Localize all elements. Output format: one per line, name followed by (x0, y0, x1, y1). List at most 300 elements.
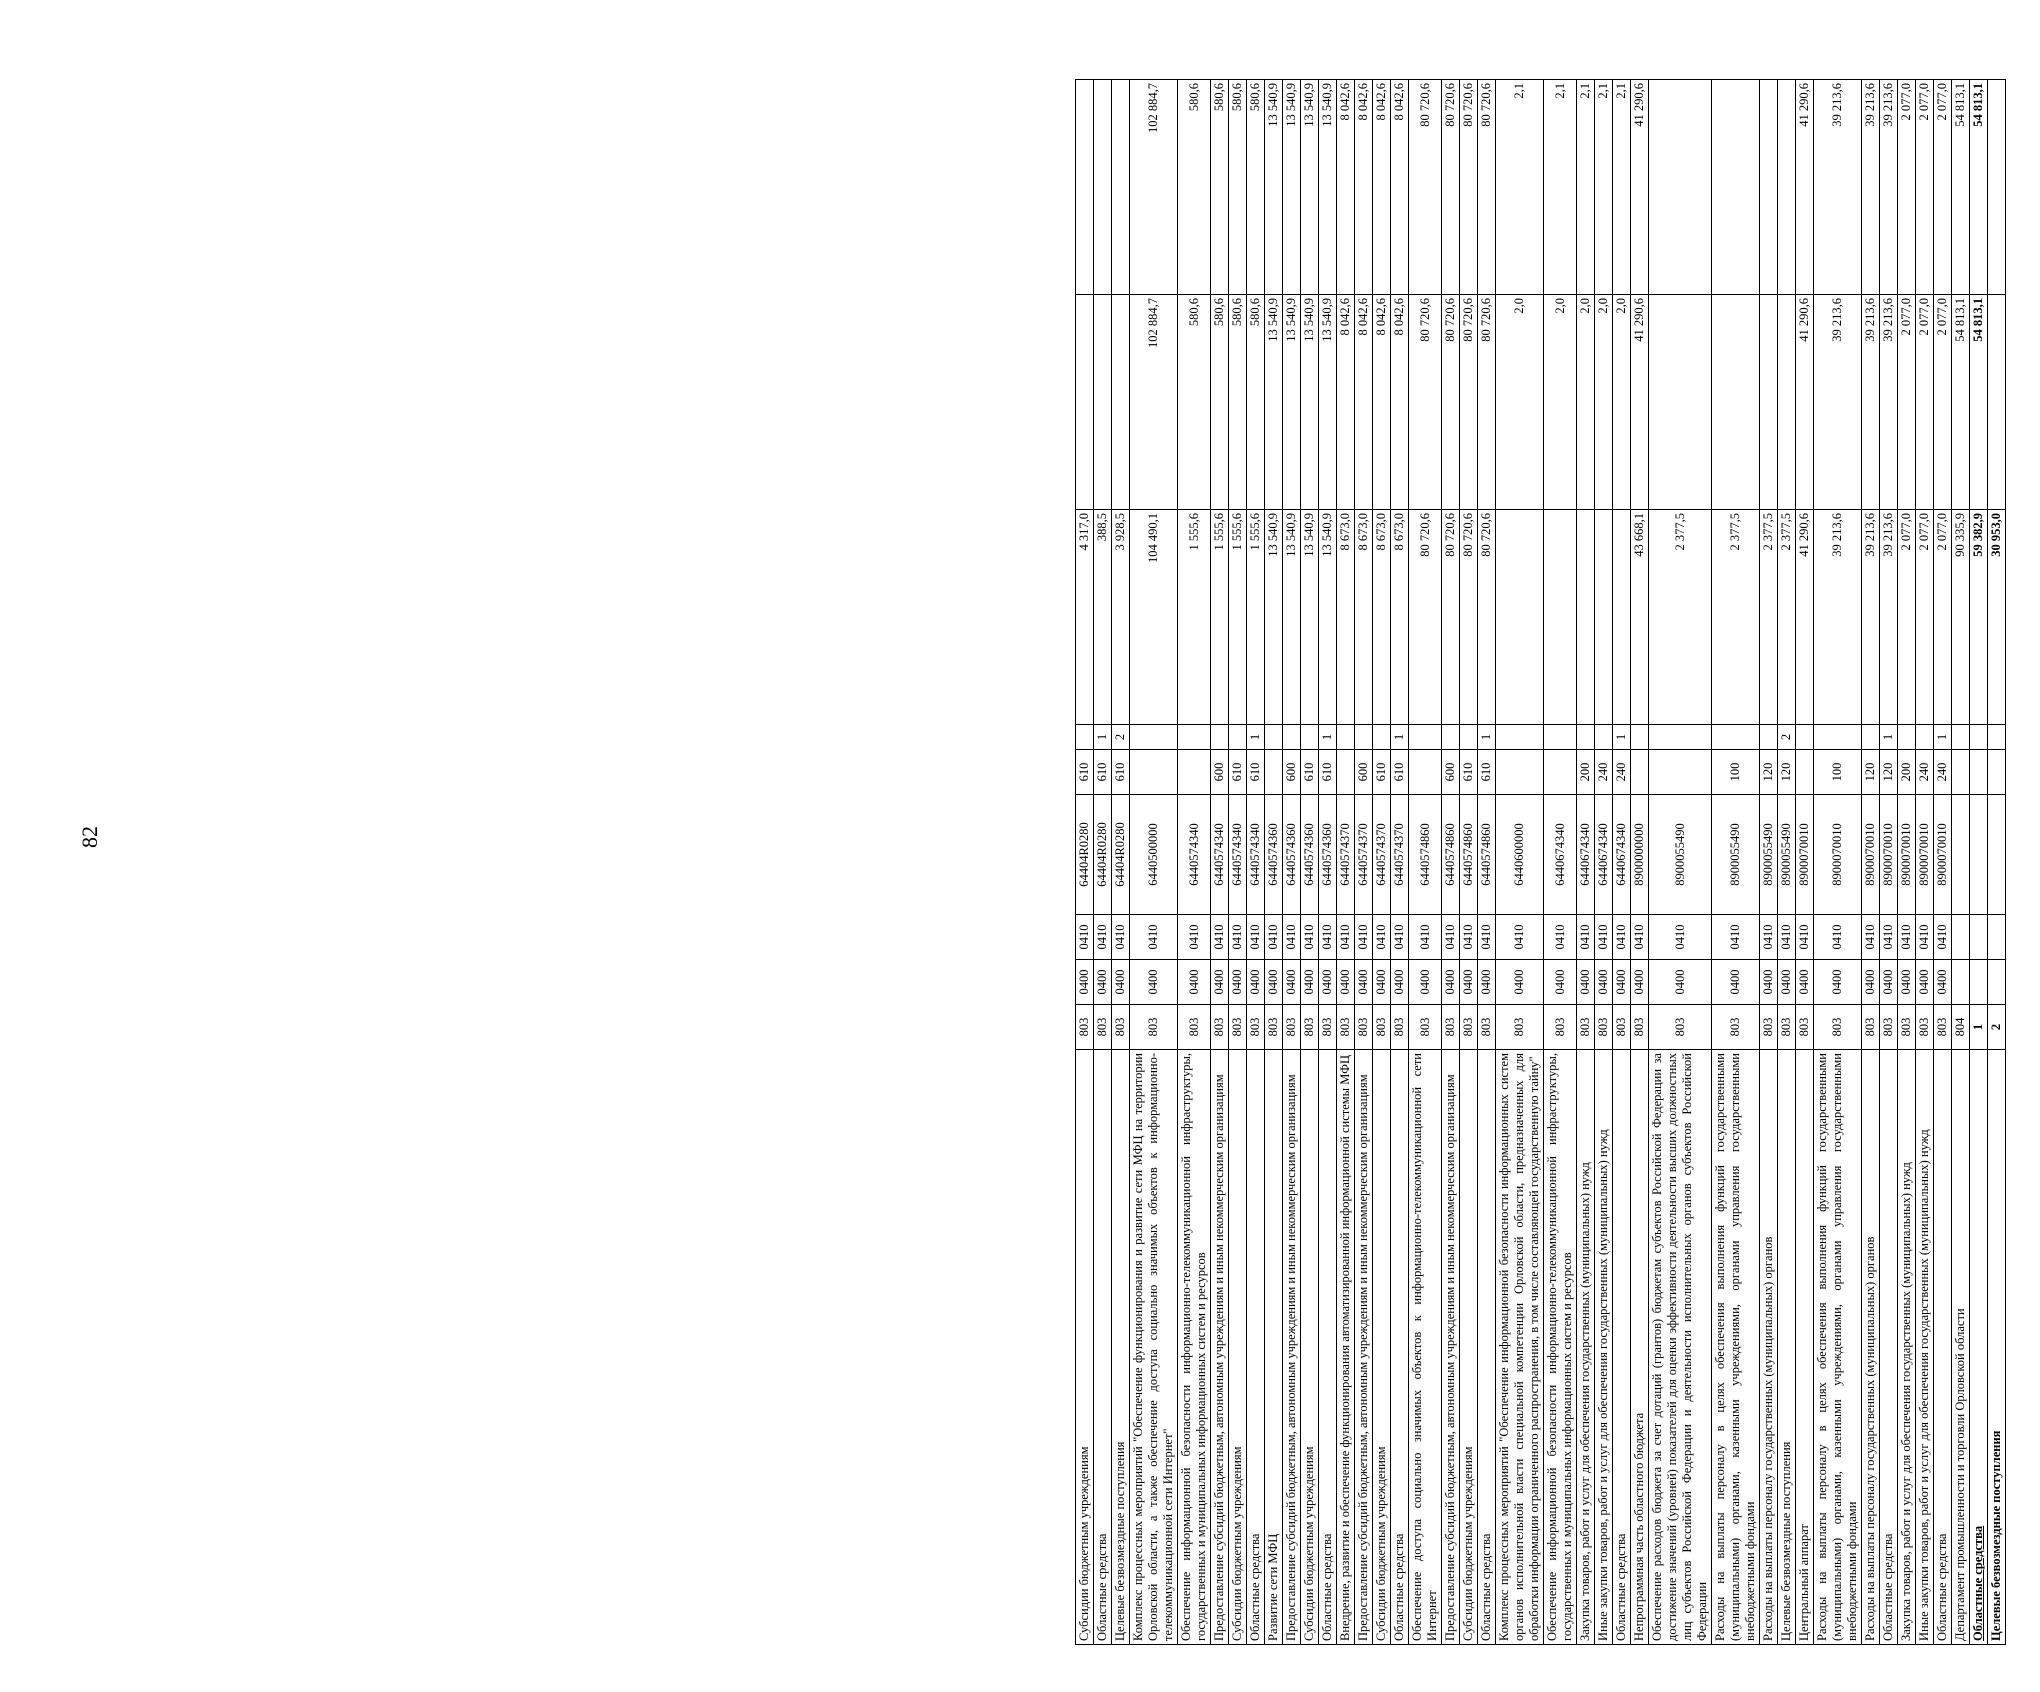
cell-value-1: 13 540,9 (1301, 510, 1319, 725)
table-row (1373, 80, 1391, 1645)
table-row (1814, 80, 1862, 1645)
cell-subsection: 0410 (1355, 915, 1373, 960)
cell-subsection: 0410 (1862, 915, 1880, 960)
cell-subsection: 0410 (1496, 915, 1544, 960)
cell-name: Субсидии бюджетным учреждениям (1373, 1050, 1391, 1645)
table-row (1478, 80, 1496, 1645)
cell-section: 0400 (1934, 960, 1952, 1005)
cell-name: Закупка товаров, работ и услуг для обеспечения государственных (муниципальных) нужд (1898, 1050, 1916, 1645)
cell-value-2: 580,6 (1229, 295, 1247, 510)
cell-value-1: 2 077,0 (1934, 510, 1952, 725)
cell-expense-type: 610 (1460, 750, 1478, 795)
cell-name: Развитие сети МФЦ (1265, 1050, 1283, 1645)
table-row (1460, 80, 1478, 1645)
cell-name: Предоставление субсидий бюджетным, автономным учреждениям и иным некоммерческим организациям (1442, 1050, 1460, 1645)
cell-value-2: 39 213,6 (1814, 295, 1862, 510)
cell-subsection (1970, 915, 1988, 960)
cell-subsection: 0410 (1649, 915, 1712, 960)
cell-ministry: 2 (1988, 1005, 2006, 1050)
table-row (1301, 80, 1319, 1645)
cell-target: 8900070010 (1796, 795, 1814, 915)
cell-name: Областные средства (1880, 1050, 1898, 1645)
cell-source (1337, 725, 1355, 750)
cell-section: 0400 (1478, 960, 1496, 1005)
cell-section: 0400 (1229, 960, 1247, 1005)
cell-source (1544, 725, 1577, 750)
cell-target: 6440574360 (1265, 795, 1283, 915)
table-row (1778, 80, 1796, 1645)
cell-source: 1 (1478, 725, 1496, 750)
cell-value-2: 54 813,1 (1970, 295, 1988, 510)
cell-target: 8900055490 (1778, 795, 1796, 915)
cell-value-2 (1712, 295, 1760, 510)
cell-value-1: 59 382,9 (1970, 510, 1988, 725)
cell-section: 0400 (1595, 960, 1613, 1005)
table-row (1544, 80, 1577, 1645)
cell-ministry: 803 (1544, 1005, 1577, 1050)
cell-expense-type: 600 (1211, 750, 1229, 795)
cell-subsection: 0410 (1478, 915, 1496, 960)
cell-section (1952, 960, 1970, 1005)
cell-expense-type: 610 (1247, 750, 1265, 795)
table-row (1613, 80, 1631, 1645)
cell-value-2: 580,6 (1247, 295, 1265, 510)
table-row (1337, 80, 1355, 1645)
cell-expense-type: 610 (1373, 750, 1391, 795)
cell-expense-type: 600 (1283, 750, 1301, 795)
cell-target: 6440574370 (1391, 795, 1409, 915)
cell-name: Субсидии бюджетным учреждениям (1301, 1050, 1319, 1645)
cell-ministry: 1 (1970, 1005, 1988, 1050)
table-row (1076, 80, 1094, 1645)
cell-subsection: 0410 (1112, 915, 1130, 960)
cell-subsection: 0410 (1178, 915, 1211, 960)
cell-value-2: 13 540,9 (1301, 295, 1319, 510)
cell-target: 6440674340 (1577, 795, 1595, 915)
cell-expense-type: 610 (1319, 750, 1337, 795)
cell-target: 8900055490 (1712, 795, 1760, 915)
cell-value-3: 102 884,7 (1130, 80, 1178, 295)
cell-target: 8900070010 (1916, 795, 1934, 915)
cell-ministry: 803 (1391, 1005, 1409, 1050)
cell-ministry: 803 (1130, 1005, 1178, 1050)
cell-section: 0400 (1319, 960, 1337, 1005)
cell-expense-type (1970, 750, 1988, 795)
cell-name: Предоставление субсидий бюджетным, автономным учреждениям и иным некоммерческим организациям (1283, 1050, 1301, 1645)
cell-value-1: 80 720,6 (1460, 510, 1478, 725)
cell-name: Обеспечение доступа социально значимых объектов к информационно-телекоммуникационной сети Интернет (1409, 1050, 1442, 1645)
cell-value-3: 2,1 (1613, 80, 1631, 295)
cell-target: 6440674340 (1595, 795, 1613, 915)
cell-expense-type (1496, 750, 1544, 795)
cell-value-2: 8 042,6 (1373, 295, 1391, 510)
cell-name: Областные средства (1247, 1050, 1265, 1645)
cell-name: Целевые безвозмездные поступления (1988, 1050, 2006, 1645)
cell-source (1460, 725, 1478, 750)
cell-section: 0400 (1544, 960, 1577, 1005)
cell-subsection: 0410 (1301, 915, 1319, 960)
table-row (1112, 80, 1130, 1645)
cell-value-3: 80 720,6 (1409, 80, 1442, 295)
cell-value-2 (1988, 295, 2006, 510)
table-row (1712, 80, 1760, 1645)
table-row (1355, 80, 1373, 1645)
table-row (1631, 80, 1649, 1645)
cell-value-2: 13 540,9 (1319, 295, 1337, 510)
cell-name: Областные средства (1094, 1050, 1112, 1645)
cell-source (1988, 725, 2006, 750)
table-row (1247, 80, 1265, 1645)
table-row (1094, 80, 1112, 1645)
cell-ministry: 803 (1796, 1005, 1814, 1050)
cell-expense-type: 120 (1760, 750, 1778, 795)
cell-value-1: 388,5 (1094, 510, 1112, 725)
table-row (1862, 80, 1880, 1645)
cell-target: 6440674340 (1613, 795, 1631, 915)
cell-name: Комплекс процессных мероприятий "Обеспечение функционирования и развитие сети МФЦ на территории Орловской области, а также обеспечение доступа социально значимых объектов к информационно-телекоммуникационной сети Интернет" (1130, 1050, 1178, 1645)
cell-section: 0400 (1631, 960, 1649, 1005)
cell-ministry: 803 (1880, 1005, 1898, 1050)
cell-subsection: 0410 (1613, 915, 1631, 960)
cell-name: Областные средства (1319, 1050, 1337, 1645)
cell-source: 1 (1319, 725, 1337, 750)
cell-value-2 (1094, 295, 1112, 510)
table-row (1916, 80, 1934, 1645)
cell-target: 64404R0280 (1112, 795, 1130, 915)
cell-value-2: 2,0 (1577, 295, 1595, 510)
cell-value-1: 80 720,6 (1478, 510, 1496, 725)
cell-source (1862, 725, 1880, 750)
cell-value-1: 1 555,6 (1247, 510, 1265, 725)
cell-subsection: 0410 (1577, 915, 1595, 960)
cell-name: Иные закупки товаров, работ и услуг для обеспечения государственных (муниципальных) нужд (1595, 1050, 1613, 1645)
cell-value-2: 580,6 (1178, 295, 1211, 510)
cell-section: 0400 (1247, 960, 1265, 1005)
cell-value-3: 80 720,6 (1460, 80, 1478, 295)
cell-ministry: 803 (1760, 1005, 1778, 1050)
cell-subsection (1988, 915, 2006, 960)
table-row (1952, 80, 1970, 1645)
cell-section: 0400 (1862, 960, 1880, 1005)
cell-name: Областные средства (1391, 1050, 1409, 1645)
cell-source (1355, 725, 1373, 750)
cell-section: 0400 (1496, 960, 1544, 1005)
table-row (1649, 80, 1712, 1645)
budget-table-rotated (1075, 80, 2040, 1645)
cell-value-3 (1760, 80, 1778, 295)
cell-source (1229, 725, 1247, 750)
cell-target: 6440674340 (1544, 795, 1577, 915)
cell-ministry: 803 (1178, 1005, 1211, 1050)
table-row (1796, 80, 1814, 1645)
cell-value-1: 39 213,6 (1862, 510, 1880, 725)
cell-value-2: 8 042,6 (1355, 295, 1373, 510)
cell-value-2 (1076, 295, 1094, 510)
cell-name: Обеспечение расходов бюджета за счет дотаций (грантов) бюджетам субъектов Российской Федерации за достижение значений (уровней) показателей для оценки эффективности деятельности высших должностных лиц субъектов Российской Федерации и деятельности исполнительных органов субъектов Российской Федерации (1649, 1050, 1712, 1645)
cell-ministry: 803 (1229, 1005, 1247, 1050)
cell-target (1970, 795, 1988, 915)
cell-expense-type: 200 (1577, 750, 1595, 795)
cell-section: 0400 (1814, 960, 1862, 1005)
cell-value-1: 2 077,0 (1916, 510, 1934, 725)
cell-value-3: 2,1 (1577, 80, 1595, 295)
cell-source: 1 (1613, 725, 1631, 750)
cell-name: Расходы на выплаты персоналу государственных (муниципальных) органов (1862, 1050, 1880, 1645)
cell-source (1916, 725, 1934, 750)
cell-name: Областные средства (1934, 1050, 1952, 1645)
cell-source (1952, 725, 1970, 750)
table-row (1229, 80, 1247, 1645)
cell-value-2: 2,0 (1595, 295, 1613, 510)
cell-subsection: 0410 (1880, 915, 1898, 960)
cell-ministry: 803 (1814, 1005, 1862, 1050)
cell-value-2: 8 042,6 (1391, 295, 1409, 510)
cell-subsection: 0410 (1265, 915, 1283, 960)
cell-section: 0400 (1577, 960, 1595, 1005)
cell-target: 8900070010 (1880, 795, 1898, 915)
cell-name: Расходы на выплаты персоналу в целях обеспечения выполнения функций государственными (муниципальными) органами, казенными учреждениями, органами управления государственными внебюджетными фондами (1712, 1050, 1760, 1645)
cell-name: Обеспечение информационной безопасности информационно-телекоммуникационной инфраструктуры, государственных и муниципальных информационных систем и ресурсов (1544, 1050, 1577, 1645)
cell-section: 0400 (1613, 960, 1631, 1005)
table-row (1496, 80, 1544, 1645)
cell-name: Центральный аппарат (1796, 1050, 1814, 1645)
cell-value-1: 2 377,5 (1649, 510, 1712, 725)
cell-subsection: 0410 (1934, 915, 1952, 960)
cell-section: 0400 (1211, 960, 1229, 1005)
cell-value-1: 2 077,0 (1898, 510, 1916, 725)
cell-name: Департамент промышленности и торговли Орловской области (1952, 1050, 1970, 1645)
cell-subsection (1952, 915, 1970, 960)
cell-value-1: 8 673,0 (1391, 510, 1409, 725)
cell-value-1: 1 555,6 (1178, 510, 1211, 725)
cell-target: 8900000000 (1631, 795, 1649, 915)
cell-subsection: 0410 (1898, 915, 1916, 960)
cell-section: 0400 (1094, 960, 1112, 1005)
cell-value-1: 30 953,0 (1988, 510, 2006, 725)
cell-section: 0400 (1301, 960, 1319, 1005)
cell-target: 6440574860 (1478, 795, 1496, 915)
cell-section: 0400 (1760, 960, 1778, 1005)
cell-source (1301, 725, 1319, 750)
cell-name: Расходы на выплаты персоналу государственных (муниципальных) органов (1760, 1050, 1778, 1645)
cell-value-2: 13 540,9 (1265, 295, 1283, 510)
cell-ministry: 803 (1478, 1005, 1496, 1050)
cell-value-1: 4 317,0 (1076, 510, 1094, 725)
cell-value-3 (1076, 80, 1094, 295)
cell-value-1: 39 213,6 (1814, 510, 1862, 725)
cell-expense-type: 120 (1880, 750, 1898, 795)
cell-ministry: 803 (1373, 1005, 1391, 1050)
cell-target: 6440574860 (1442, 795, 1460, 915)
cell-subsection: 0410 (1712, 915, 1760, 960)
cell-name: Целевые безвозмездные поступления (1778, 1050, 1796, 1645)
cell-expense-type: 100 (1712, 750, 1760, 795)
cell-expense-type (1409, 750, 1442, 795)
cell-target: 8900070010 (1934, 795, 1952, 915)
cell-ministry: 803 (1916, 1005, 1934, 1050)
cell-value-3: 580,6 (1178, 80, 1211, 295)
cell-name: Субсидии бюджетным учреждениям (1460, 1050, 1478, 1645)
cell-ministry: 803 (1649, 1005, 1712, 1050)
cell-section: 0400 (1778, 960, 1796, 1005)
cell-target: 6440574340 (1247, 795, 1265, 915)
cell-ministry: 803 (1112, 1005, 1130, 1050)
cell-value-3: 580,6 (1211, 80, 1229, 295)
cell-expense-type (1265, 750, 1283, 795)
cell-value-2 (1649, 295, 1712, 510)
cell-ministry: 803 (1442, 1005, 1460, 1050)
cell-value-3: 80 720,6 (1442, 80, 1460, 295)
cell-section: 0400 (1712, 960, 1760, 1005)
table-row (1265, 80, 1283, 1645)
cell-expense-type: 600 (1442, 750, 1460, 795)
cell-subsection: 0410 (1796, 915, 1814, 960)
cell-target: 6440574340 (1211, 795, 1229, 915)
cell-value-2: 2 077,0 (1934, 295, 1952, 510)
cell-value-2: 41 290,6 (1796, 295, 1814, 510)
cell-ministry: 803 (1247, 1005, 1265, 1050)
cell-source (1076, 725, 1094, 750)
cell-value-1: 39 213,6 (1880, 510, 1898, 725)
cell-value-1: 80 720,6 (1409, 510, 1442, 725)
cell-value-2: 54 813,1 (1952, 295, 1970, 510)
cell-section: 0400 (1373, 960, 1391, 1005)
cell-section: 0400 (1409, 960, 1442, 1005)
cell-ministry: 803 (1712, 1005, 1760, 1050)
cell-ministry: 804 (1952, 1005, 1970, 1050)
budget-table (1075, 79, 2006, 1645)
cell-name: Непрограммная часть областного бюджета (1631, 1050, 1649, 1645)
cell-source (1577, 725, 1595, 750)
cell-value-2: 80 720,6 (1460, 295, 1478, 510)
cell-source (1970, 725, 1988, 750)
cell-source (1265, 725, 1283, 750)
cell-section: 0400 (1130, 960, 1178, 1005)
cell-name: Расходы на выплаты персоналу в целях обеспечения выполнения функций государственными (муниципальными) органами, казенными учреждениями, органами управления государственными внебюджетными фондами (1814, 1050, 1862, 1645)
table-row (1760, 80, 1778, 1645)
cell-source: 1 (1880, 725, 1898, 750)
cell-ministry: 803 (1631, 1005, 1649, 1050)
table-row (1577, 80, 1595, 1645)
cell-ministry: 803 (1076, 1005, 1094, 1050)
cell-source (1283, 725, 1301, 750)
cell-value-3: 2,1 (1496, 80, 1544, 295)
cell-expense-type: 240 (1934, 750, 1952, 795)
cell-ministry: 803 (1355, 1005, 1373, 1050)
table-row (1988, 80, 2006, 1645)
cell-value-3: 41 290,6 (1796, 80, 1814, 295)
cell-value-3: 580,6 (1229, 80, 1247, 295)
cell-ministry: 803 (1337, 1005, 1355, 1050)
cell-value-1: 2 377,5 (1778, 510, 1796, 725)
table-row (1934, 80, 1952, 1645)
cell-name: Областные средства (1478, 1050, 1496, 1645)
cell-expense-type (1649, 750, 1712, 795)
cell-value-1 (1613, 510, 1631, 725)
cell-value-1: 8 673,0 (1373, 510, 1391, 725)
cell-ministry: 803 (1409, 1005, 1442, 1050)
table-row (1211, 80, 1229, 1645)
table-row (1409, 80, 1442, 1645)
cell-name: Целевые безвозмездные поступления (1112, 1050, 1130, 1645)
cell-section: 0400 (1265, 960, 1283, 1005)
cell-expense-type (1988, 750, 2006, 795)
cell-value-3: 2 077,0 (1916, 80, 1934, 295)
cell-source (1796, 725, 1814, 750)
cell-name: Внедрение, развитие и обеспечение функционирования автоматизированной информационной системы МФЦ (1337, 1050, 1355, 1645)
cell-ministry: 803 (1265, 1005, 1283, 1050)
cell-value-1: 2 377,5 (1712, 510, 1760, 725)
cell-ministry: 803 (1862, 1005, 1880, 1050)
cell-ministry: 803 (1595, 1005, 1613, 1050)
cell-target: 64404R0280 (1094, 795, 1112, 915)
cell-value-2 (1760, 295, 1778, 510)
cell-section (1970, 960, 1988, 1005)
cell-section: 0400 (1796, 960, 1814, 1005)
cell-subsection: 0410 (1229, 915, 1247, 960)
cell-source (1130, 725, 1178, 750)
cell-target: 6440574340 (1229, 795, 1247, 915)
cell-expense-type: 600 (1355, 750, 1373, 795)
cell-value-3 (1112, 80, 1130, 295)
cell-source (1409, 725, 1442, 750)
cell-source (1898, 725, 1916, 750)
cell-expense-type: 240 (1595, 750, 1613, 795)
cell-expense-type: 610 (1076, 750, 1094, 795)
cell-target: 6440574340 (1178, 795, 1211, 915)
cell-subsection: 0410 (1916, 915, 1934, 960)
cell-ministry: 803 (1577, 1005, 1595, 1050)
cell-source (1442, 725, 1460, 750)
cell-value-2: 39 213,6 (1862, 295, 1880, 510)
cell-target: 8900070010 (1862, 795, 1880, 915)
cell-name: Обеспечение информационной безопасности информационно-телекоммуникационной инфраструктуры, государственных и муниципальных информационных систем и ресурсов (1178, 1050, 1211, 1645)
cell-target: 6440574360 (1301, 795, 1319, 915)
table-row (1130, 80, 1178, 1645)
table-row (1880, 80, 1898, 1645)
cell-value-2: 8 042,6 (1337, 295, 1355, 510)
cell-ministry: 803 (1613, 1005, 1631, 1050)
cell-section: 0400 (1283, 960, 1301, 1005)
cell-source: 2 (1112, 725, 1130, 750)
cell-value-3: 2 077,0 (1898, 80, 1916, 295)
cell-ministry: 803 (1934, 1005, 1952, 1050)
cell-value-1: 104 490,1 (1130, 510, 1178, 725)
cell-value-1: 43 668,1 (1631, 510, 1649, 725)
cell-name: Субсидии бюджетным учреждениям (1076, 1050, 1094, 1645)
cell-value-1: 1 555,6 (1229, 510, 1247, 725)
cell-source: 1 (1094, 725, 1112, 750)
cell-subsection: 0410 (1631, 915, 1649, 960)
cell-subsection: 0410 (1319, 915, 1337, 960)
cell-value-2: 80 720,6 (1442, 295, 1460, 510)
cell-source (1760, 725, 1778, 750)
cell-expense-type: 120 (1778, 750, 1796, 795)
cell-value-2: 2,0 (1496, 295, 1544, 510)
cell-value-1: 13 540,9 (1319, 510, 1337, 725)
cell-source: 2 (1778, 725, 1796, 750)
cell-name: Областные средства (1613, 1050, 1631, 1645)
cell-expense-type (1631, 750, 1649, 795)
cell-target (1952, 795, 1970, 915)
cell-expense-type: 120 (1862, 750, 1880, 795)
cell-subsection: 0410 (1814, 915, 1862, 960)
cell-value-3: 8 042,6 (1355, 80, 1373, 295)
cell-ministry: 803 (1283, 1005, 1301, 1050)
cell-value-3 (1778, 80, 1796, 295)
cell-value-3: 8 042,6 (1337, 80, 1355, 295)
cell-target: 6440574370 (1355, 795, 1373, 915)
